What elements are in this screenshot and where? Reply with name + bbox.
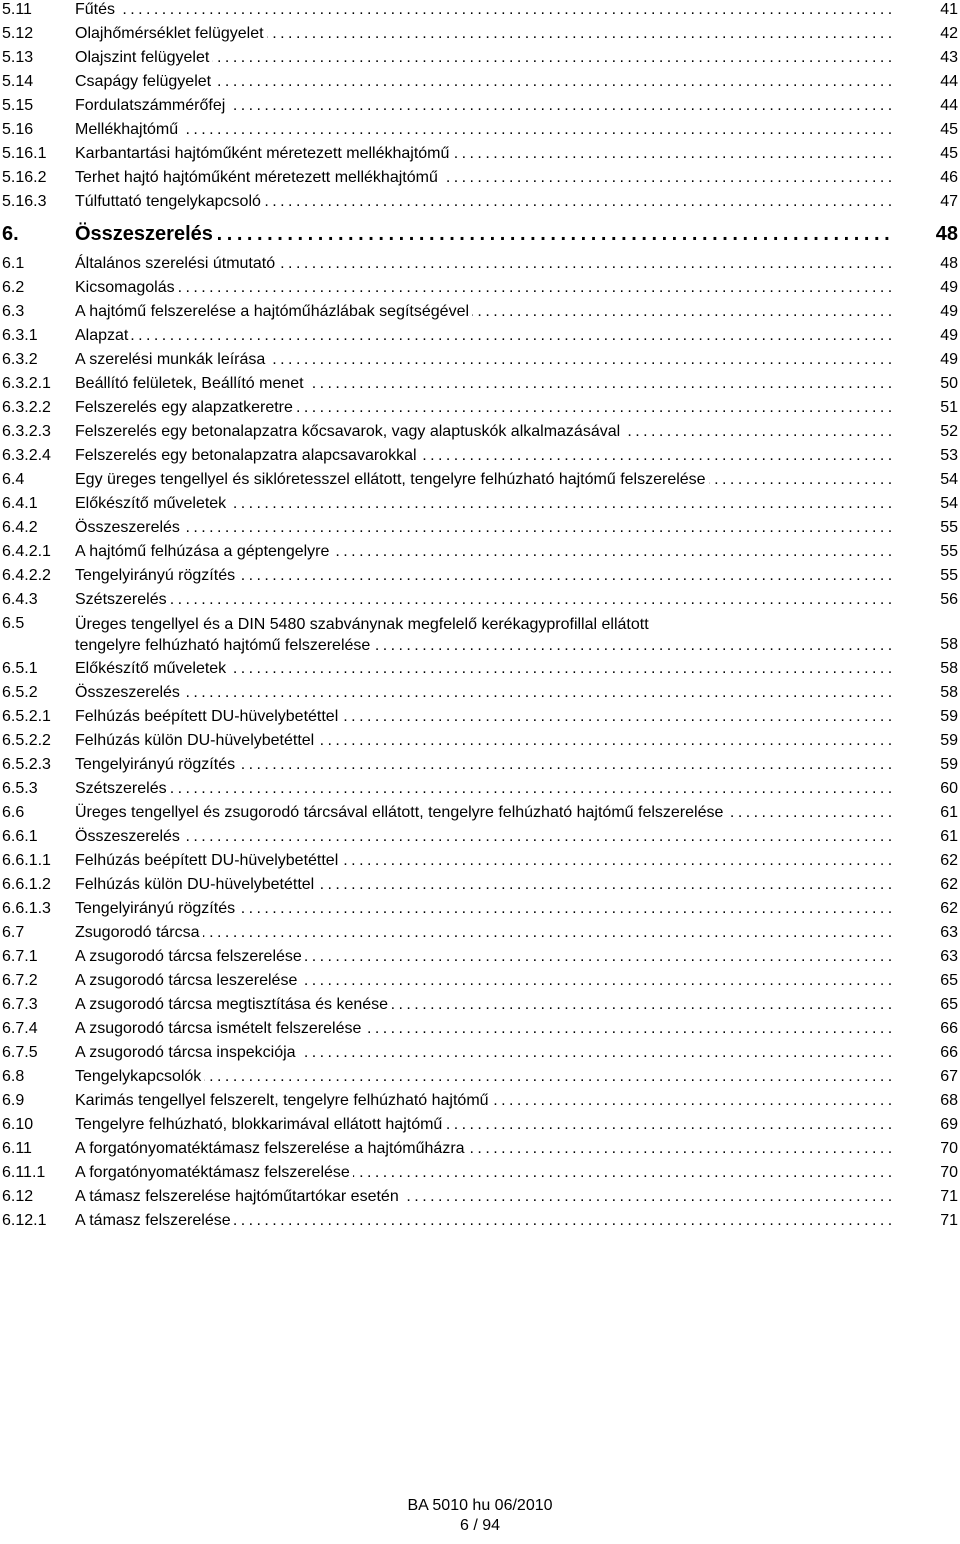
toc-section-title xyxy=(75,278,895,298)
document-id: BA 5010 hu 06/2010 xyxy=(407,1497,553,1514)
toc-chapter-row[interactable] xyxy=(0,222,960,246)
toc-section-number: 6.3.1 xyxy=(2,327,38,344)
toc-row[interactable] xyxy=(0,707,960,731)
toc-row[interactable] xyxy=(0,614,960,654)
toc-section-title xyxy=(75,779,895,799)
toc-page-number: 59 xyxy=(940,756,958,773)
toc-row[interactable] xyxy=(0,1211,960,1235)
toc-section-number: 6.10 xyxy=(2,1116,34,1133)
toc-title-text: Összeszerelés xyxy=(75,223,216,245)
toc-title-text: Felhúzás beépített DU-hüvelybetéttel xyxy=(75,708,341,725)
toc-page-number: 48 xyxy=(935,223,958,245)
toc-title-text: Felszerelés egy betonalapzatra kőcsavarok, vagy alaptuskók alkalmazásával xyxy=(75,423,623,440)
toc-section-title xyxy=(75,350,895,370)
toc-section-number: 6.3.2.1 xyxy=(2,375,51,392)
toc-section-number: 5.16 xyxy=(2,121,34,138)
toc-title-text: A zsugorodó tárcsa leszerelése xyxy=(75,972,300,989)
toc-section-number: 6.9 xyxy=(2,1092,25,1109)
toc-page-number: 65 xyxy=(940,972,958,989)
toc-page-number: 47 xyxy=(940,193,958,210)
toc-title-text: Egy üreges tengellyel és siklóretesszel ellátott, tengelyre felhúzható hajtómű felszerelése xyxy=(75,471,709,488)
toc-section-title xyxy=(75,302,895,322)
toc-section-number: 6.5.2 xyxy=(2,684,38,701)
toc-row[interactable] xyxy=(0,518,960,542)
toc-title-text: Szétszerelés xyxy=(75,780,170,797)
toc-title-text: Tengelyre felhúzható, blokkarimával ellátott hajtómű xyxy=(75,1116,445,1133)
toc-section-title xyxy=(75,899,895,919)
toc-section-number: 6.5.2.3 xyxy=(2,756,51,773)
toc-page-number: 62 xyxy=(940,900,958,917)
toc-title-text: A támasz felszerelése xyxy=(75,1212,234,1229)
toc-section-title xyxy=(75,422,895,442)
toc-section-number: 6.2 xyxy=(2,279,25,296)
toc-section-title xyxy=(75,995,895,1015)
toc-row[interactable] xyxy=(0,1115,960,1139)
toc-title-text: Üreges tengellyel és zsugorodó tárcsával ellátott, tengelyre felhúzható hajtómű felszerelése xyxy=(75,804,726,821)
toc-page-number: 49 xyxy=(940,279,958,296)
toc-title-text: Terhet hajtó hajtóműként méretezett mellékhajtómű xyxy=(75,169,441,186)
toc-title-text: Általános szerelési útmutató xyxy=(75,255,278,272)
toc-page-number: 54 xyxy=(940,495,958,512)
toc-page-number: 70 xyxy=(940,1164,958,1181)
toc-section-title xyxy=(75,398,895,418)
toc-section-title xyxy=(75,683,895,703)
toc-page-number: 55 xyxy=(940,543,958,560)
toc-title-text: A zsugorodó tárcsa ismételt felszerelése xyxy=(75,1020,364,1037)
toc-page-number: 62 xyxy=(940,876,958,893)
toc-row[interactable] xyxy=(0,566,960,590)
toc-section-number: 6.7.1 xyxy=(2,948,38,965)
toc-row[interactable] xyxy=(0,96,960,120)
toc-section-number: 6.1 xyxy=(2,255,25,272)
toc-row[interactable] xyxy=(0,72,960,96)
toc-title-text: Fűtés xyxy=(75,1,118,18)
toc-title-text: Karimás tengellyel felszerelt, tengelyre felhúzható hajtómű xyxy=(75,1092,492,1109)
toc-row[interactable] xyxy=(0,350,960,374)
page-footer xyxy=(0,1496,960,1536)
toc-section-number: 6.7.2 xyxy=(2,972,38,989)
toc-row[interactable] xyxy=(0,494,960,518)
toc-title-text: Üreges tengellyel és a DIN 5480 szabványnak megfelelő kerékagyprofillal ellátott xyxy=(75,616,652,633)
toc-section-title xyxy=(75,1043,895,1063)
toc-row[interactable] xyxy=(0,755,960,779)
toc-section-number: 6.3 xyxy=(2,303,25,320)
toc-section-number: 6.4 xyxy=(2,471,25,488)
toc-title-text: A szerelési munkák leírása xyxy=(75,351,268,368)
toc-section-title xyxy=(75,1187,895,1207)
toc-row[interactable] xyxy=(0,923,960,947)
toc-section-title xyxy=(75,707,895,727)
toc-row[interactable] xyxy=(0,254,960,278)
toc-section-number: 5.16.1 xyxy=(2,145,47,162)
toc-page-number: 65 xyxy=(940,996,958,1013)
toc-page-number: 68 xyxy=(940,1092,958,1109)
toc-title-text: Kicsomagolás xyxy=(75,279,178,296)
toc-section-number: 6.6.1 xyxy=(2,828,38,845)
toc-section-title xyxy=(75,1091,895,1111)
toc-section-title xyxy=(75,254,895,274)
toc-title-text: A forgatónyomatéktámasz felszerelése a hajtóműházra xyxy=(75,1140,468,1157)
toc-row[interactable] xyxy=(0,1187,960,1211)
toc-section-title xyxy=(75,72,895,92)
toc-page-number: 48 xyxy=(940,255,958,272)
toc-row[interactable] xyxy=(0,302,960,326)
toc-title-text: Felhúzás külön DU-hüvelybetéttel xyxy=(75,876,317,893)
toc-section-title xyxy=(75,1211,895,1231)
toc-title-text: Fordulatszámmérőfej xyxy=(75,97,228,114)
toc-section-number: 5.16.3 xyxy=(2,193,47,210)
toc-section-number: 5.11 xyxy=(2,1,32,18)
toc-section-title xyxy=(75,144,895,164)
toc-page-number: 45 xyxy=(940,121,958,138)
toc-page-number: 52 xyxy=(940,423,958,440)
toc-page-number: 44 xyxy=(940,97,958,114)
toc-section-title xyxy=(75,446,895,466)
toc-title-text: Összeszerelés xyxy=(75,519,183,536)
toc-row[interactable] xyxy=(0,1091,960,1115)
toc-page-number: 54 xyxy=(940,471,958,488)
toc-section-title xyxy=(75,923,895,943)
toc-section-number: 6.5.2.1 xyxy=(2,708,51,725)
toc-page-number: 51 xyxy=(940,399,958,416)
toc-page-number: 67 xyxy=(940,1068,958,1085)
toc-section-title xyxy=(75,614,895,658)
toc-section-number: 6.4.1 xyxy=(2,495,38,512)
toc-title-text: A forgatónyomatéktámasz felszerelése xyxy=(75,1164,353,1181)
toc-page-number: 71 xyxy=(940,1188,958,1205)
toc-title-text: Felszerelés egy alapzatkeretre xyxy=(75,399,296,416)
toc-section-number: 6.7.3 xyxy=(2,996,38,1013)
toc-page-number: 44 xyxy=(940,73,958,90)
toc-row[interactable] xyxy=(0,590,960,614)
toc-section-title xyxy=(75,755,895,775)
toc-section-number: 6.5.2.2 xyxy=(2,732,51,749)
toc-section-title xyxy=(75,803,895,823)
toc-page-number: 62 xyxy=(940,852,958,869)
toc-section-number: 6.4.2.1 xyxy=(2,543,51,560)
toc-page-number: 55 xyxy=(940,567,958,584)
toc-section-number: 6.5 xyxy=(2,615,25,632)
toc-section-number: 6.4.3 xyxy=(2,591,38,608)
toc-section-number: 6.3.2.3 xyxy=(2,423,51,440)
toc-page-number: 69 xyxy=(940,1116,958,1133)
toc-page-number: 55 xyxy=(940,519,958,536)
toc-section-number: 5.14 xyxy=(2,73,34,90)
toc-section-number: 6.6.1.2 xyxy=(2,876,51,893)
toc-section-number: 6.7 xyxy=(2,924,25,941)
toc-row[interactable] xyxy=(0,48,960,72)
toc-section-title xyxy=(75,1139,895,1159)
toc-title-text: A zsugorodó tárcsa felszerelése xyxy=(75,948,305,965)
toc-section-number: 6.5.1 xyxy=(2,660,38,677)
toc-row[interactable] xyxy=(0,24,960,48)
toc-section-title xyxy=(75,1067,895,1087)
toc-section-title xyxy=(75,731,895,751)
toc-title-text: Csapágy felügyelet xyxy=(75,73,214,90)
toc-page-number: 53 xyxy=(940,447,958,464)
toc-row[interactable] xyxy=(0,192,960,216)
toc-page-number: 63 xyxy=(940,948,958,965)
toc-title-text: A zsugorodó tárcsa megtisztítása és kenése xyxy=(75,996,391,1013)
toc-page-number: 56 xyxy=(940,591,958,608)
toc-section-title xyxy=(75,947,895,967)
toc-page-number: 61 xyxy=(940,828,958,845)
toc-title-text-line2: tengelyre felhúzható hajtómű felszerelése xyxy=(75,637,373,654)
toc-section-number: 6.11.1 xyxy=(2,1164,46,1181)
toc-section-number: 6.6 xyxy=(2,804,25,821)
toc-title-text: Tengelykapcsolók xyxy=(75,1068,204,1085)
toc-title-text: Tengelyirányú rögzítés xyxy=(75,567,238,584)
toc-section-number: 6.7.4 xyxy=(2,1020,38,1037)
toc-section-number: 6.11 xyxy=(2,1140,32,1157)
toc-row[interactable] xyxy=(0,875,960,899)
toc-title-text: A támasz felszerelése hajtóműtartókar esetén xyxy=(75,1188,402,1205)
toc-page-number: 59 xyxy=(940,708,958,725)
toc-title-text: Felszerelés egy betonalapzatra alapcsavarokkal xyxy=(75,447,420,464)
toc-title-text: Felhúzás külön DU-hüvelybetéttel xyxy=(75,732,317,749)
toc-title-text: Zsugorodó tárcsa xyxy=(75,924,203,941)
toc-row[interactable] xyxy=(0,446,960,470)
toc-section-number: 6. xyxy=(2,223,19,245)
toc-page-number: 49 xyxy=(940,351,958,368)
toc-row[interactable] xyxy=(0,470,960,494)
toc-section-title xyxy=(75,518,895,538)
toc-section-number: 6.12 xyxy=(2,1188,34,1205)
toc-row[interactable] xyxy=(0,971,960,995)
toc-page-number: 49 xyxy=(940,303,958,320)
toc-row[interactable] xyxy=(0,683,960,707)
toc-row[interactable] xyxy=(0,326,960,350)
toc-section-number: 6.3.2 xyxy=(2,351,38,368)
toc-row[interactable] xyxy=(0,278,960,302)
toc-page-number: 46 xyxy=(940,169,958,186)
toc-section-number: 5.13 xyxy=(2,49,34,66)
toc-row[interactable] xyxy=(0,851,960,875)
toc-section-title xyxy=(75,1163,895,1183)
toc-page-number: 71 xyxy=(940,1212,958,1229)
toc-section-number: 5.12 xyxy=(2,25,34,42)
toc-page-number: 41 xyxy=(940,1,958,18)
toc-section-title xyxy=(75,192,895,212)
toc-page-number: 70 xyxy=(940,1140,958,1157)
toc-title-text: Olajszint felügyelet xyxy=(75,49,212,66)
toc-section-title xyxy=(75,470,895,490)
toc-section-title xyxy=(75,222,895,246)
toc-section-title xyxy=(75,120,895,140)
toc-title-text: A hajtómű felszerelése a hajtóműházlábak segítségével xyxy=(75,303,472,320)
toc-row[interactable] xyxy=(0,1139,960,1163)
toc-section-number: 6.3.2.4 xyxy=(2,447,51,464)
toc-row[interactable] xyxy=(0,947,960,971)
toc-section-title xyxy=(75,566,895,586)
toc-section-title xyxy=(75,0,895,20)
toc-section-title xyxy=(75,374,895,394)
toc-section-number: 6.5.3 xyxy=(2,780,38,797)
toc-section-number: 6.8 xyxy=(2,1068,25,1085)
toc-section-title xyxy=(75,1115,895,1135)
toc-section-title xyxy=(75,875,895,895)
toc-page-number: 58 xyxy=(940,684,958,701)
toc-row[interactable] xyxy=(0,779,960,803)
toc-page-number: 61 xyxy=(940,804,958,821)
toc-row[interactable] xyxy=(0,542,960,566)
toc-section-title xyxy=(75,542,895,562)
toc-section-number: 6.6.1.1 xyxy=(2,852,51,869)
toc-section-title xyxy=(75,48,895,68)
toc-row[interactable] xyxy=(0,803,960,827)
toc-row[interactable] xyxy=(0,1163,960,1187)
toc-section-title xyxy=(75,24,895,44)
toc-section-number: 5.16.2 xyxy=(2,169,47,186)
toc-row[interactable] xyxy=(0,398,960,422)
toc-row[interactable] xyxy=(0,1019,960,1043)
toc-section-number: 5.15 xyxy=(2,97,34,114)
toc-row[interactable] xyxy=(0,120,960,144)
toc-page-number: 50 xyxy=(940,375,958,392)
toc-page-number: 63 xyxy=(940,924,958,941)
toc-row[interactable] xyxy=(0,144,960,168)
toc-row[interactable] xyxy=(0,899,960,923)
toc-title-text: A zsugorodó tárcsa inspekciója xyxy=(75,1044,299,1061)
toc-title-text: Összeszerelés xyxy=(75,684,183,701)
toc-section-title xyxy=(75,590,895,610)
toc-section-title xyxy=(75,96,895,116)
toc-title-text: Előkészítő műveletek xyxy=(75,660,229,677)
toc-row[interactable] xyxy=(0,1043,960,1067)
toc-section-number: 6.4.2 xyxy=(2,519,38,536)
toc-section-title xyxy=(75,827,895,847)
toc-section-title xyxy=(75,1019,895,1039)
toc-page-number: 43 xyxy=(940,49,958,66)
toc-page-number: 60 xyxy=(940,780,958,797)
toc-title-text: Olajhőmérséklet felügyelet xyxy=(75,25,267,42)
toc-section-title xyxy=(75,326,895,346)
toc-title-text: Beállító felületek, Beállító menet xyxy=(75,375,307,392)
toc-title-text: Mellékhajtómű xyxy=(75,121,181,138)
toc-row[interactable] xyxy=(0,422,960,446)
toc-title-continuation xyxy=(75,635,895,656)
toc-page-number: 45 xyxy=(940,145,958,162)
toc-section-number: 6.12.1 xyxy=(2,1212,47,1229)
toc-title-text: Túlfuttató tengelykapcsoló xyxy=(75,193,264,210)
toc-section-number: 6.7.5 xyxy=(2,1044,38,1061)
toc-title-text: Összeszerelés xyxy=(75,828,183,845)
toc-row[interactable] xyxy=(0,731,960,755)
toc-row[interactable] xyxy=(0,374,960,398)
toc-section-number: 6.3.2.2 xyxy=(2,399,51,416)
toc-row[interactable] xyxy=(0,1067,960,1091)
toc-section-title xyxy=(75,659,895,679)
toc-title-text: Felhúzás beépített DU-hüvelybetéttel xyxy=(75,852,341,869)
toc-section-title xyxy=(75,851,895,871)
toc-section-number: 6.6.1.3 xyxy=(2,900,51,917)
toc-title-text: Előkészítő műveletek xyxy=(75,495,229,512)
toc-page-number: 58 xyxy=(940,660,958,677)
toc-title-text: A hajtómű felhúzása a géptengelyre xyxy=(75,543,332,560)
toc-title-text: Szétszerelés xyxy=(75,591,170,608)
toc-section-title xyxy=(75,971,895,991)
toc-page-number: 49 xyxy=(940,327,958,344)
toc-section-number: 6.4.2.2 xyxy=(2,567,51,584)
toc-page-number: 59 xyxy=(940,732,958,749)
toc-section-title xyxy=(75,494,895,514)
toc-section-title xyxy=(75,168,895,188)
toc-title-text: Tengelyirányú rögzítés xyxy=(75,756,238,773)
toc-row[interactable] xyxy=(0,168,960,192)
toc-title-text: Karbantartási hajtóműként méretezett mellékhajtómű xyxy=(75,145,452,162)
toc-title-text: Tengelyirányú rögzítés xyxy=(75,900,238,917)
toc-row[interactable] xyxy=(0,827,960,851)
toc-row[interactable] xyxy=(0,995,960,1019)
toc-page-number: 42 xyxy=(940,25,958,42)
toc-page-number: 66 xyxy=(940,1020,958,1037)
toc-title-text: Alapzat xyxy=(75,327,131,344)
toc-row[interactable] xyxy=(0,0,960,24)
toc-page-number: 58 xyxy=(940,636,958,653)
toc-row[interactable] xyxy=(0,659,960,683)
page-number: 6 / 94 xyxy=(459,1517,501,1534)
toc-page-number: 66 xyxy=(940,1044,958,1061)
